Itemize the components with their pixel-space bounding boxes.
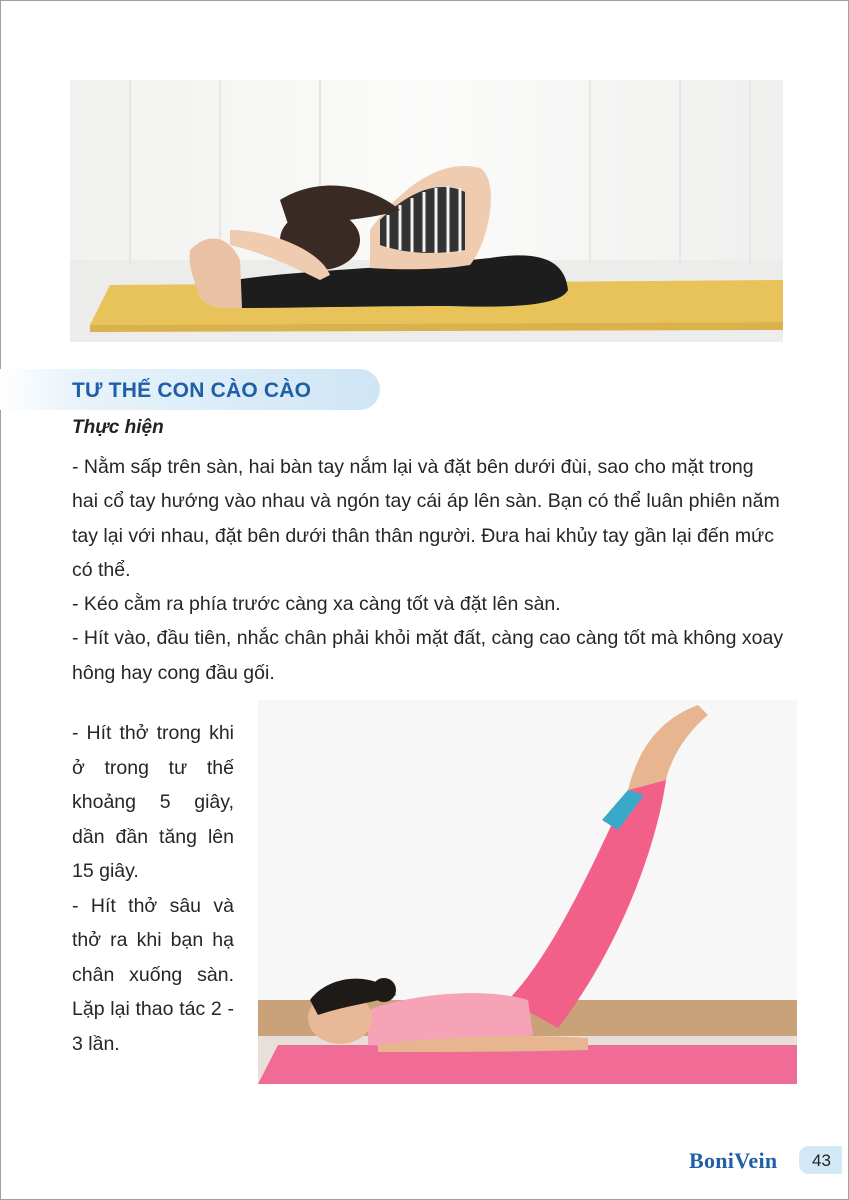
instruction-paragraph: - Hít vào, đầu tiên, nhắc chân phải khỏi mặt đất, càng cao càng tốt mà không xoay hông hay cong đầu gối. xyxy=(72,627,784,684)
side-paragraph: - Hít thở sâu và thở ra khi bạn hạ chân xuống sàn. Lặp lại thao tác 2 - 3 lần. xyxy=(72,894,234,1055)
breathing-instructions xyxy=(72,716,234,1061)
page-number: 43 xyxy=(812,1151,831,1170)
subheading: Thực hiện xyxy=(72,417,164,438)
instructions-body xyxy=(72,450,784,690)
brand-logo: BoniVein xyxy=(689,1148,778,1173)
seated-forward-bend-photo xyxy=(70,80,783,342)
instruction-paragraph: - Kéo cằm ra phía trước càng xa càng tốt và đặt lên sàn. xyxy=(72,593,561,616)
section-heading: TƯ THẾ CON CÀO CÀO xyxy=(72,379,312,402)
instruction-paragraph: - Nằm sấp trên sàn, hai bàn tay nắm lại và đặt bên dưới đùi, sao cho mặt trong hai cổ tay hướng vào nhau và ngón tay cái áp lên sàn. Bạn có thể luân phiên năm tay lại với nhau, đặt bên dưới thân thân người. Đưa hai khủy tay gần lại đến mức có thể. xyxy=(72,456,780,581)
side-paragraph: - Hít thở trong khi ở trong tư thế khoảng 5 giây, dần đần tăng lên 15 giây. xyxy=(72,722,234,882)
locust-pose-photo xyxy=(258,700,797,1084)
